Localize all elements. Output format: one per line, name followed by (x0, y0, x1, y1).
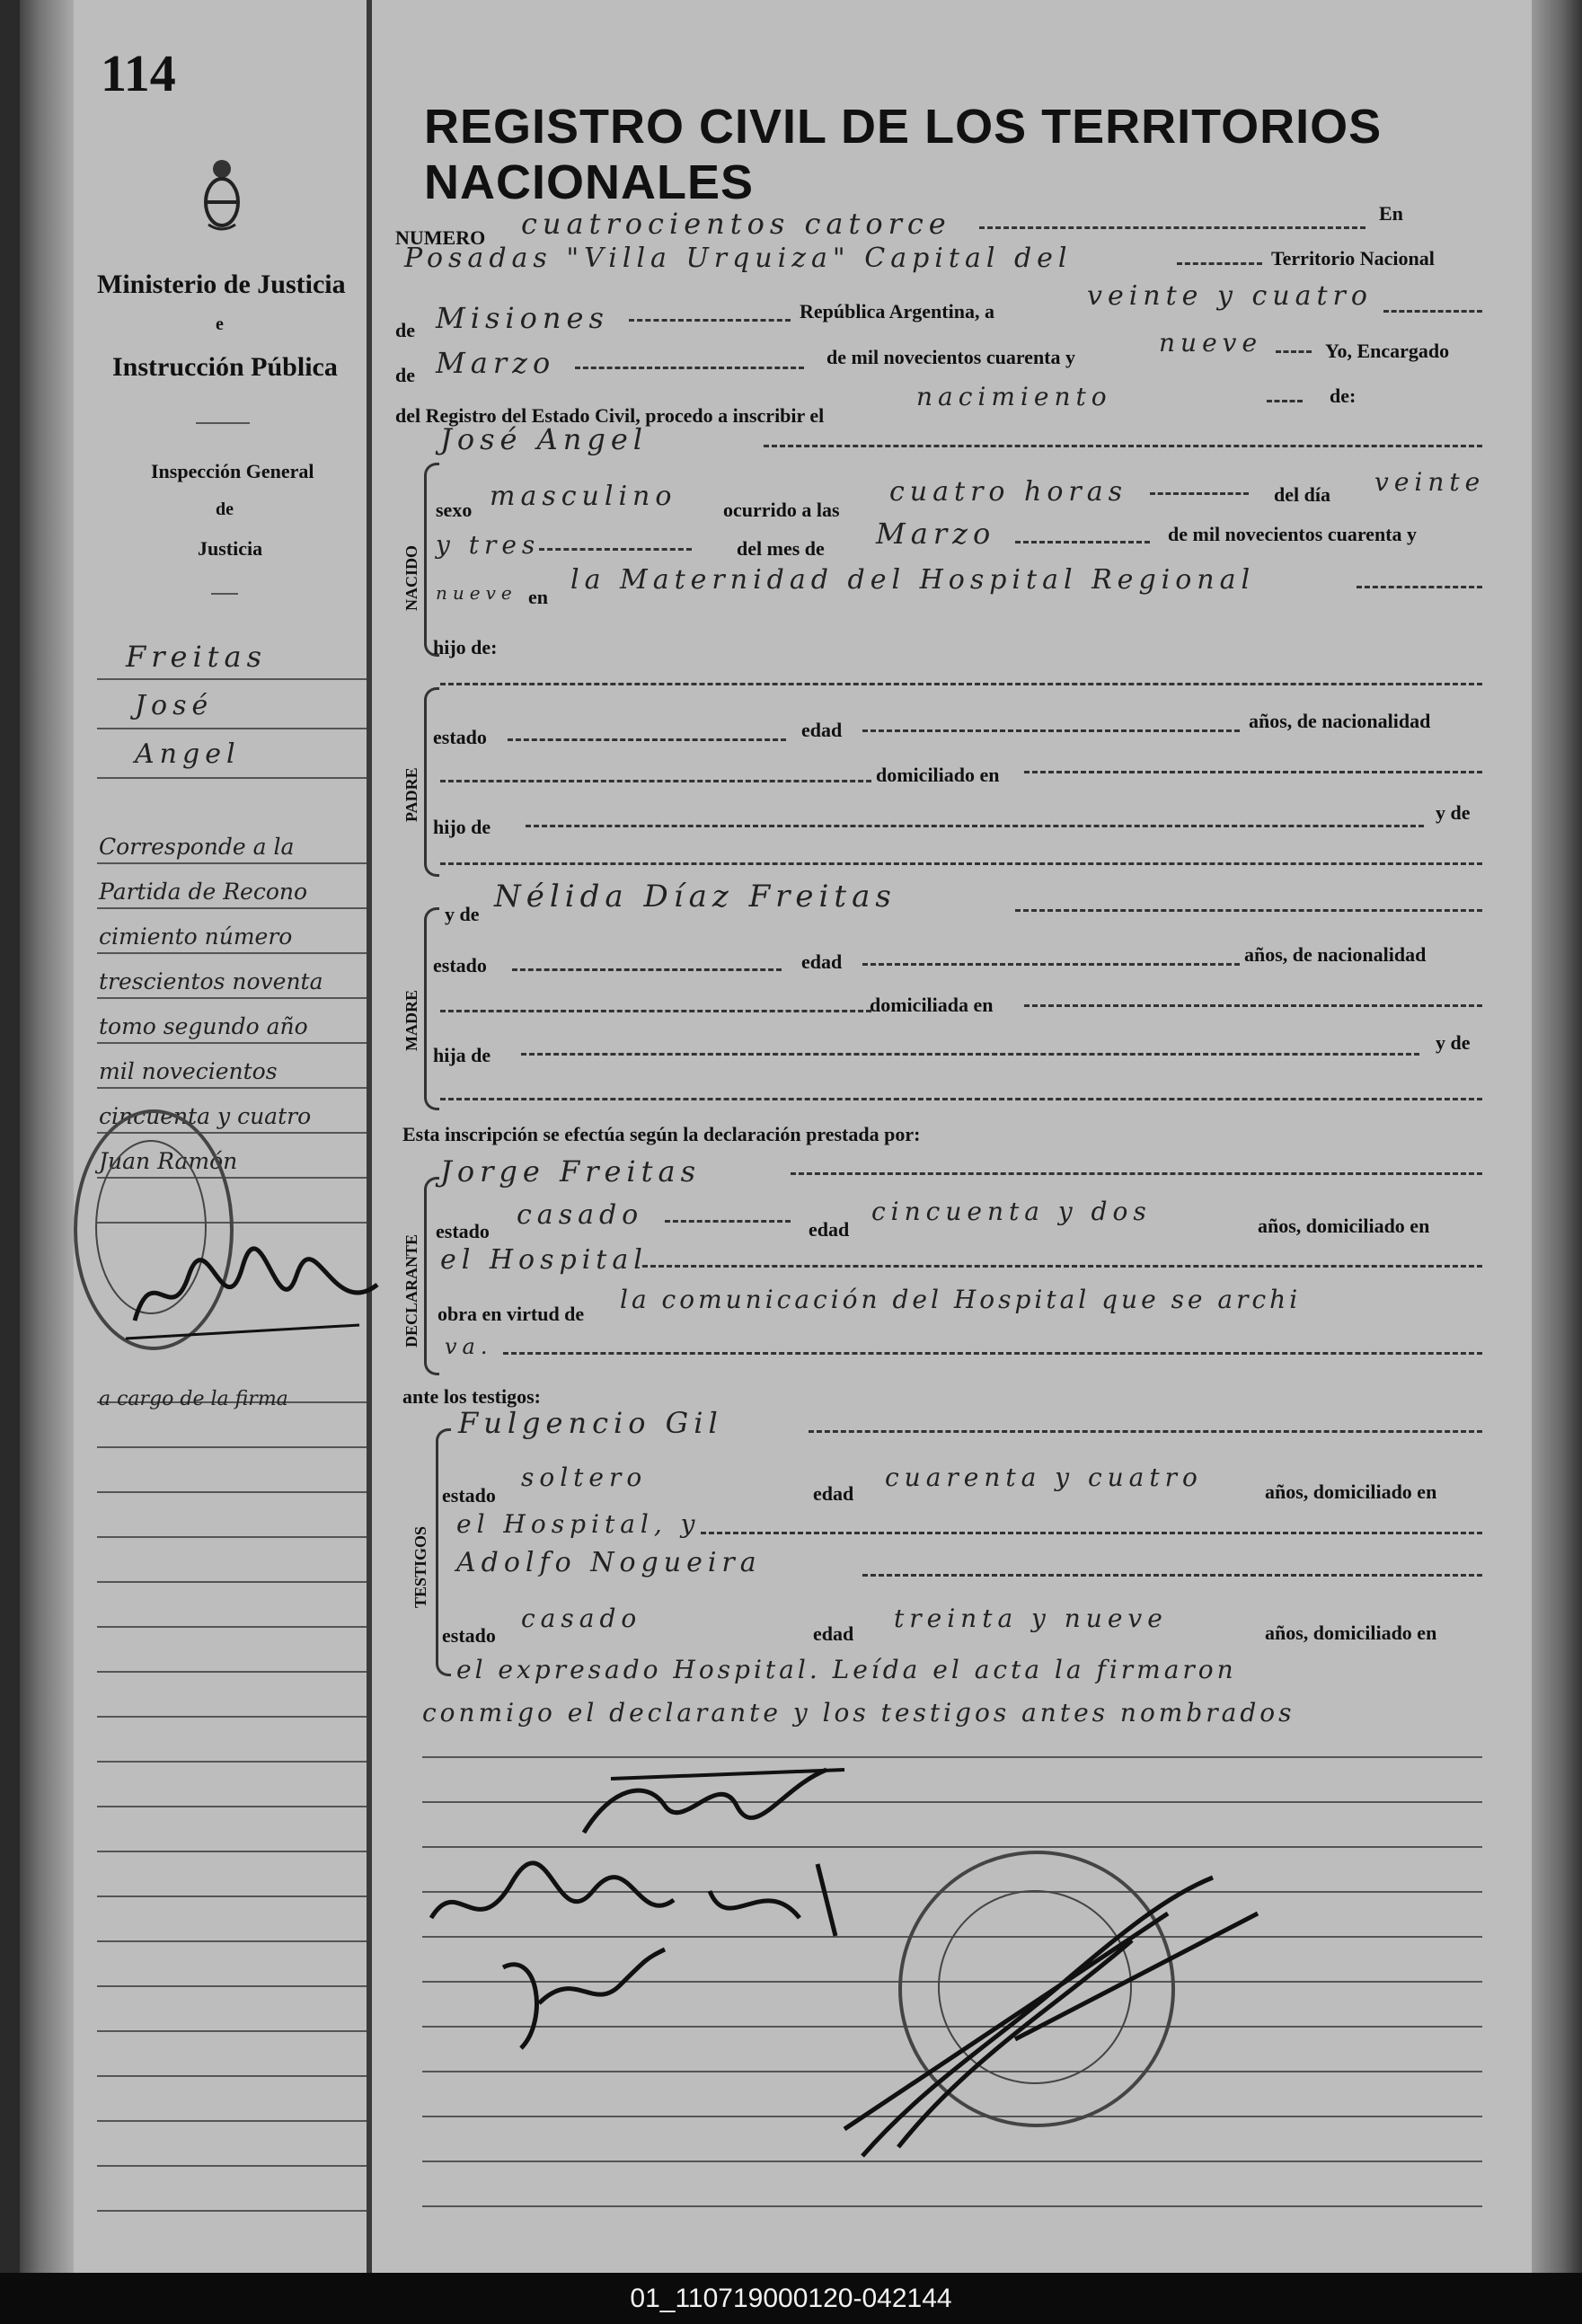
de-label: de (395, 319, 415, 341)
annotation-line: Juan Ramón (99, 1148, 238, 1174)
registro-value: nacimiento (916, 382, 1112, 411)
de2-label: de (395, 364, 415, 386)
registro-label: del Registro del Estado Civil, procedo a inscribir el (395, 404, 825, 427)
ministry-title: Ministerio de Justicia (97, 270, 346, 299)
inspection-title: Inspección General (151, 460, 314, 482)
nacido-name: José Angel (440, 422, 648, 456)
en-label-2: en (528, 586, 548, 608)
madre-edad-label: edad (801, 950, 843, 973)
fill-line (440, 683, 1482, 685)
closing-line: conmigo el declarante y los testigos antes nombrados (422, 1698, 1295, 1728)
margin-given-name-1: José (135, 690, 214, 721)
page-edge (1532, 0, 1582, 2273)
witness2-edad-value: treinta y nueve (894, 1604, 1168, 1633)
obra-value-2: va. (445, 1334, 493, 1359)
madre-y-de-label-2: y de (1436, 1031, 1471, 1054)
witness1-domicilio-value: el Hospital, y (456, 1509, 701, 1539)
encargado-label: Yo, Encargado (1325, 340, 1450, 362)
de3-label: de: (1330, 384, 1357, 407)
declarante-intro: Esta inscripción se efectúa según la declaración prestada por: (402, 1123, 921, 1145)
year-label: de mil novecientos cuarenta y (826, 346, 1076, 368)
fill-line (1024, 1004, 1482, 1007)
day-value: veinte y cuatro (1087, 280, 1373, 312)
annotation-line: tomo segundo año (99, 1013, 308, 1039)
declarante-estado-label: estado (436, 1220, 490, 1242)
witness2-signature (467, 1931, 683, 2075)
witness2-domicilio-label: años, domiciliado en (1265, 1621, 1437, 1644)
fill-line (1150, 492, 1249, 495)
officer-signature (791, 1860, 1276, 2183)
annotation-line: trescientos noventa (99, 968, 323, 994)
fill-line (440, 1098, 1482, 1100)
fill-line (1267, 400, 1303, 402)
ministry-subtitle: Instrucción Pública (112, 352, 338, 382)
image-id: 01_110719000120-042144 (630, 2283, 952, 2313)
fill-line (1177, 262, 1262, 265)
fill-line (1015, 541, 1150, 543)
hijo-label: hijo de: (433, 636, 498, 658)
madre-estado-label: estado (433, 954, 487, 976)
fill-line (539, 548, 692, 551)
page-number: 114 (101, 44, 176, 102)
fill-line (642, 1265, 1482, 1268)
annotation-line: mil novecientos (99, 1058, 278, 1084)
annotation-line: Partida de Recono (99, 879, 308, 905)
padre-brace (424, 687, 439, 877)
witness2-edad-label: edad (813, 1622, 854, 1645)
fill-line (862, 963, 1240, 966)
madre-domiciliada-label: domiciliada en (870, 994, 994, 1016)
territorio-label: Territorio Nacional (1271, 247, 1435, 270)
dia-label: del día (1274, 483, 1330, 506)
fill-line (791, 1172, 1482, 1175)
padre-anos-label: años, de nacionalidad (1249, 710, 1431, 732)
nacido-section-label: NACIDO (402, 544, 420, 611)
testigos-section-label: TESTIGOS (411, 1525, 429, 1608)
fill-line (665, 1220, 791, 1223)
fill-line (979, 226, 1365, 229)
fill-line (862, 1574, 1482, 1577)
fill-line (526, 825, 1424, 827)
margin-surname: Freitas (126, 640, 268, 674)
month-value: Marzo (436, 346, 556, 380)
witness1-name: Fulgencio Gil (458, 1406, 723, 1440)
padre-edad-label: edad (801, 719, 843, 741)
fill-line (1357, 586, 1482, 588)
annotation-line: Corresponde a la (99, 834, 295, 860)
padre-section-label: PADRE (402, 767, 420, 822)
separator (211, 593, 238, 595)
annotation-line: cimiento número (99, 923, 293, 950)
place-value: Posadas "Villa Urquiza" Capital del (404, 243, 1073, 274)
nacido-year-value: nueve (436, 582, 517, 604)
republica-label: República Argentina, a (800, 300, 994, 323)
fill-line (440, 780, 871, 782)
fill-line (1024, 771, 1482, 773)
nacido-year-label: de mil novecientos cuarenta y (1168, 523, 1418, 545)
declarante-domicilio-value: el Hospital (440, 1244, 648, 1276)
witness2-name: Adolfo Nogueira (456, 1547, 762, 1578)
testigos-intro: ante los testigos: (402, 1385, 541, 1408)
declarante-estado-value: casado (517, 1199, 644, 1231)
declarante-edad-label: edad (809, 1218, 850, 1241)
book-binding (20, 0, 74, 2273)
territory-value: Misiones (436, 301, 609, 335)
padre-estado-label: estado (433, 726, 487, 748)
declarante-domicilio-label: años, domiciliado en (1258, 1215, 1430, 1237)
inspection-preposition: de (216, 499, 234, 519)
obra-value: la comunicación del Hospital que se archi (620, 1285, 1302, 1314)
fill-line (512, 968, 782, 971)
fill-line (575, 367, 804, 369)
declarante-brace (424, 1177, 439, 1375)
ocurrido-label: ocurrido a las (723, 499, 840, 521)
fill-line (1383, 310, 1482, 313)
padre-hijo-label: hijo de (433, 816, 491, 838)
national-coat-of-arms-icon (199, 153, 244, 234)
witness1-domicilio-label: años, domiciliado en (1265, 1480, 1437, 1503)
witness1-edad-value: cuarenta y cuatro (885, 1462, 1203, 1492)
numero-value: cuatrocientos catorce (521, 207, 951, 241)
witness1-estado-label: estado (442, 1484, 496, 1507)
fill-line (440, 1010, 871, 1012)
margin-given-name-2: Angel (135, 738, 241, 770)
fill-line (809, 1430, 1482, 1433)
madre-brace (424, 907, 439, 1110)
witness1-estado-value: soltero (521, 1462, 648, 1492)
fill-line (503, 1352, 1482, 1355)
margin-footer-note: a cargo de la firma (99, 1388, 288, 1410)
declarante-name: Jorge Freitas (440, 1154, 702, 1189)
witness2-domicilio-value: el expresado Hospital. Leída el acta la firmaron (456, 1655, 1237, 1684)
en-label: En (1379, 202, 1403, 225)
sexo-label: sexo (436, 499, 473, 521)
madre-y-de-label: y de (445, 903, 480, 925)
page-title: REGISTRO CIVIL DE LOS TERRITORIOS NACIONALES (424, 100, 1383, 209)
madre-anos-label: años, de nacionalidad (1244, 943, 1427, 966)
birthplace-value: la Maternidad del Hospital Regional (570, 564, 1256, 596)
image-id-footer (0, 2273, 1582, 2324)
madre-name: Nélida Díaz Freitas (494, 879, 897, 915)
fill-line (440, 862, 1482, 865)
madre-section-label: MADRE (402, 990, 420, 1051)
witness2-estado-value: casado (521, 1604, 642, 1633)
fill-line (764, 445, 1482, 447)
madre-hija-label: hija de (433, 1044, 491, 1066)
hora-value: cuatro horas (889, 476, 1128, 508)
fill-line (862, 729, 1240, 732)
inspection-subtitle: Justicia (198, 537, 263, 560)
nacido-brace (424, 463, 439, 657)
mes-label: del mes de (737, 537, 825, 560)
dia-value-2: y tres (436, 530, 541, 560)
fill-line (521, 1053, 1419, 1056)
obra-label: obra en virtud de (437, 1303, 585, 1325)
padre-domiciliado-label: domiciliado en (876, 764, 1000, 786)
annotation-line: cincuenta y cuatro (99, 1103, 312, 1129)
fill-line (1015, 909, 1482, 912)
declarante-section-label: DECLARANTE (402, 1233, 420, 1348)
sexo-value: masculino (490, 481, 677, 512)
mes-value: Marzo (876, 517, 996, 551)
declarante-edad-value: cincuenta y dos (871, 1197, 1152, 1226)
separator (196, 422, 250, 424)
fill-line (629, 319, 791, 322)
witness2-estado-label: estado (442, 1624, 496, 1647)
fill-line (1276, 350, 1312, 353)
numero-label: NUMERO (395, 226, 486, 249)
margin-signature (126, 1240, 386, 1348)
fill-line (508, 738, 786, 741)
year-value: nueve (1159, 328, 1263, 358)
ministry-conjunction: e (216, 314, 224, 334)
fill-line (701, 1532, 1482, 1534)
witness1-edad-label: edad (813, 1482, 854, 1505)
dia-value: veinte (1374, 467, 1486, 497)
padre-y-de-label: y de (1436, 801, 1471, 824)
declarant-signature (557, 1752, 862, 1851)
